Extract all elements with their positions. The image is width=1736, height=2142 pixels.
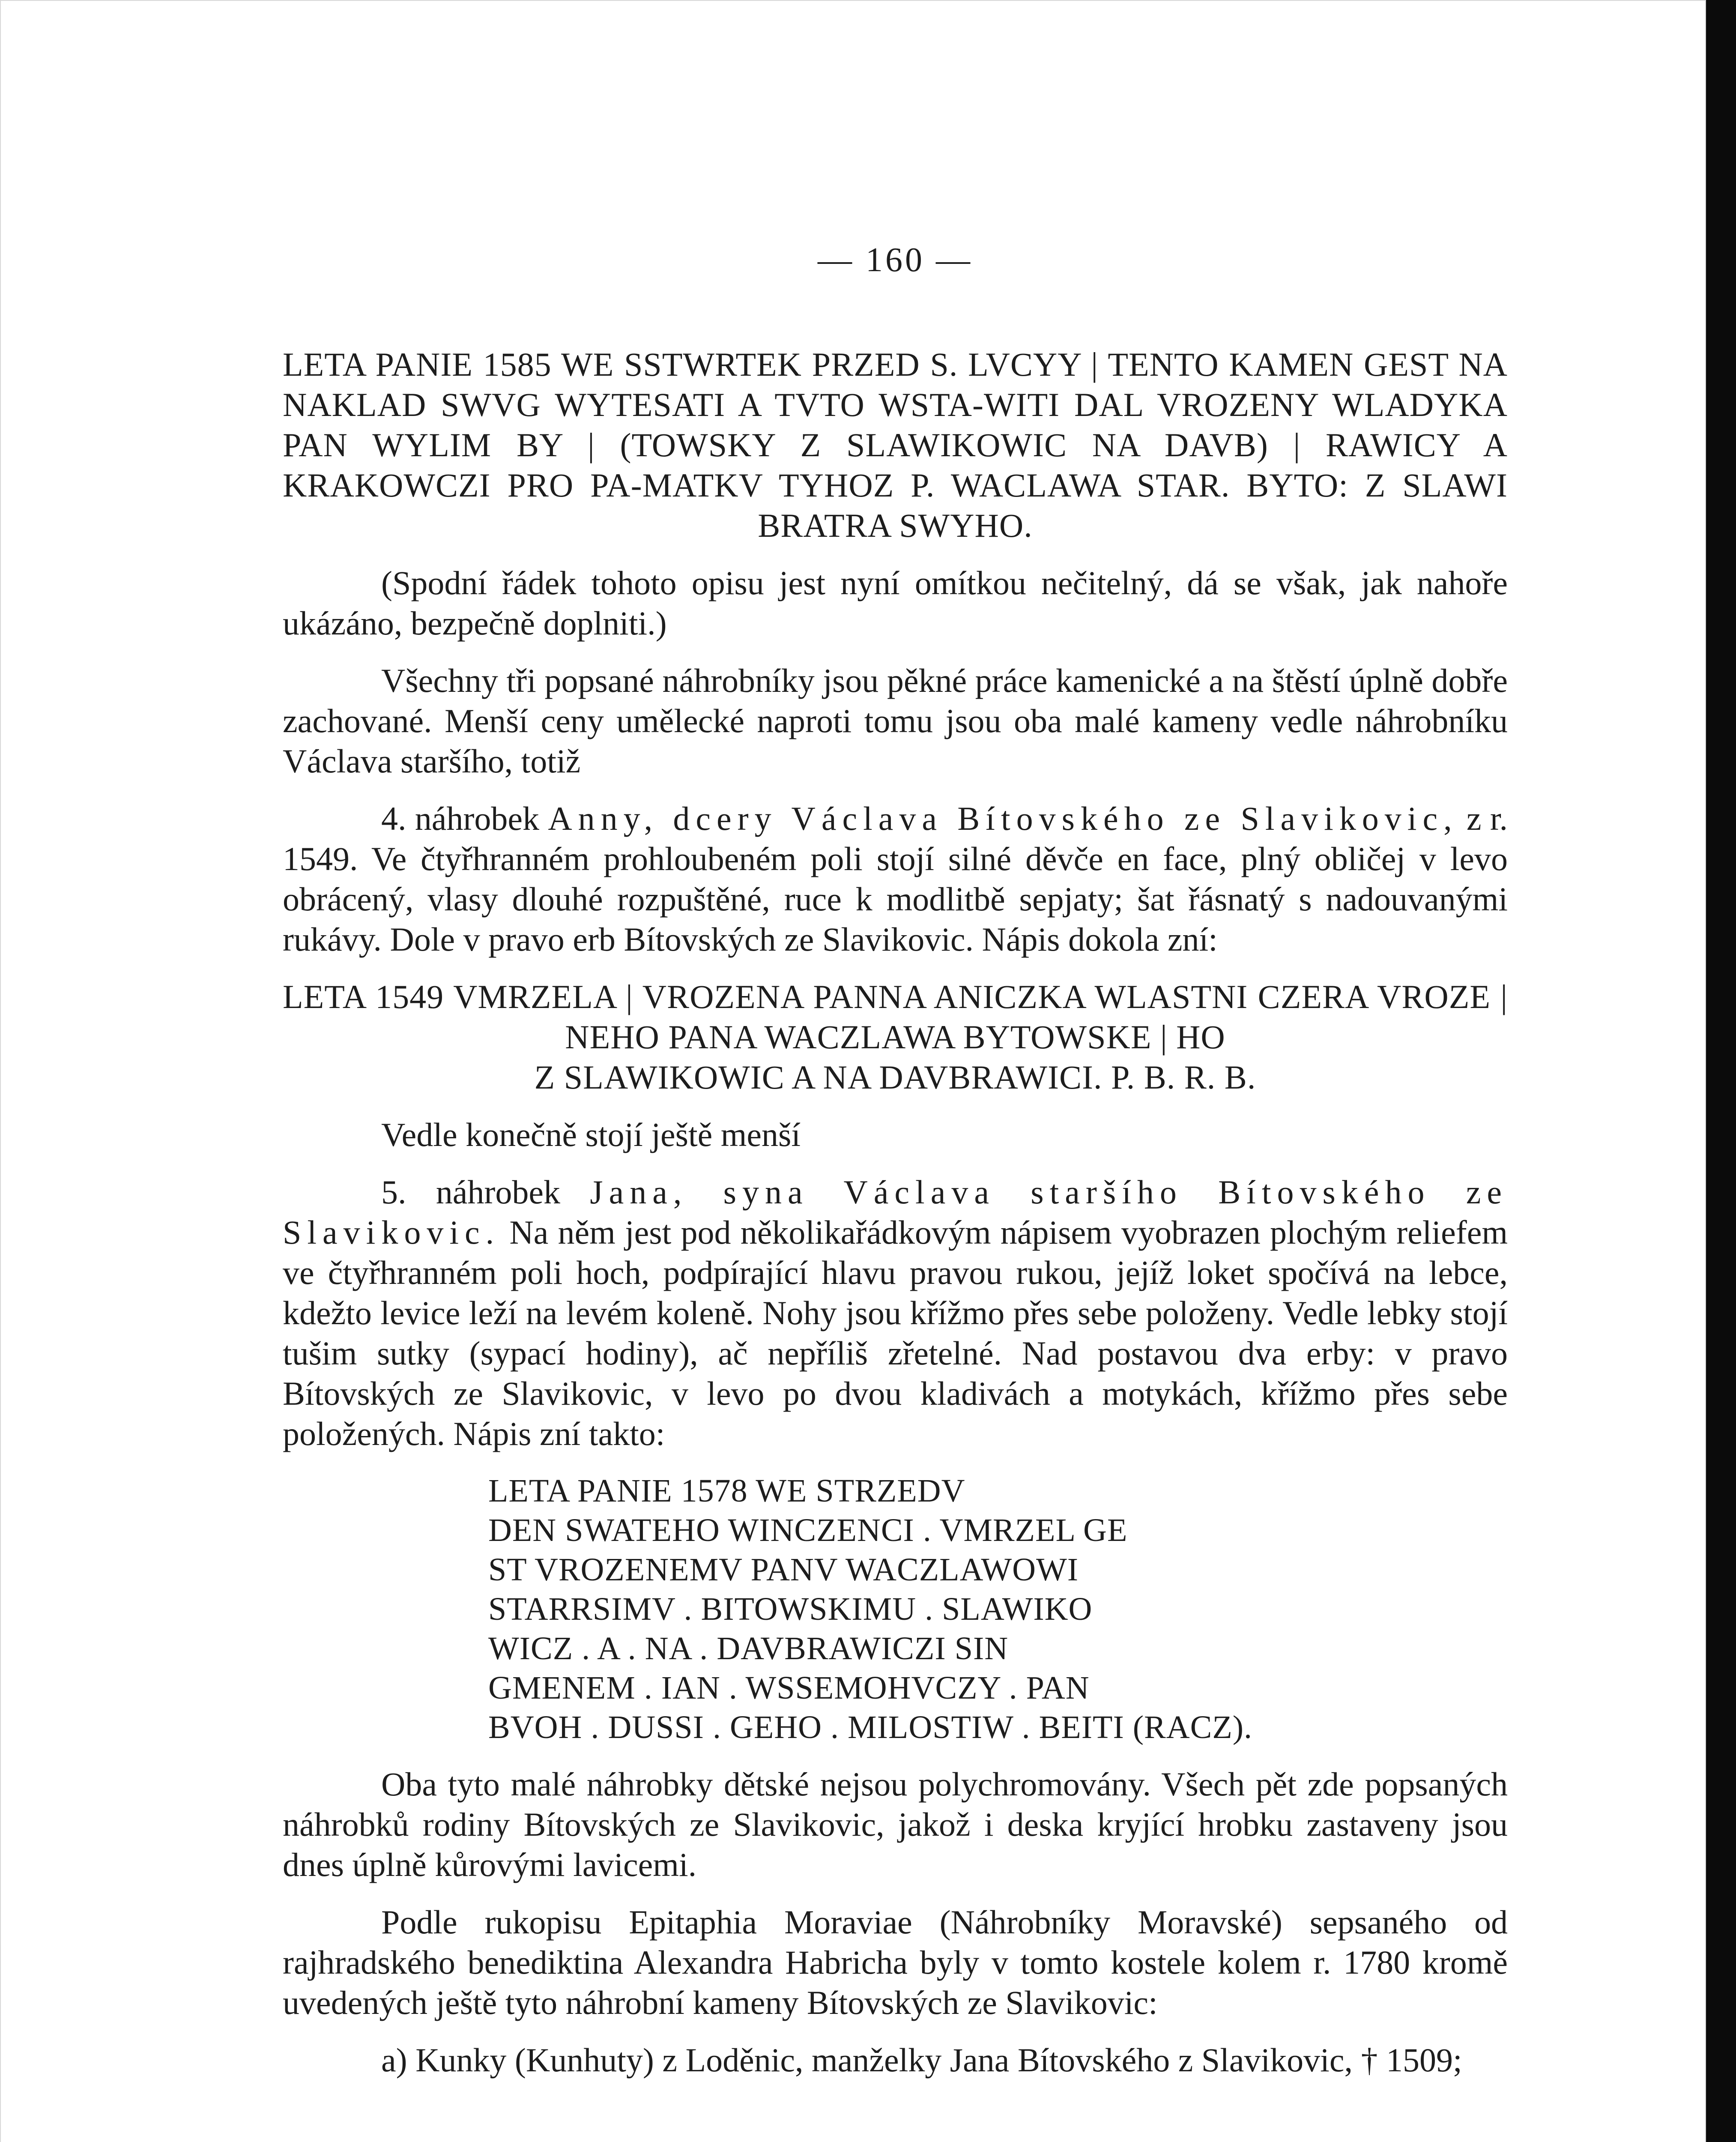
paragraph-item-5 (283, 1172, 1508, 1454)
item-5-prefix: 5. náhrobek (381, 1173, 590, 1211)
inscription-3-line: DEN SWATEHO WINCZENCI . VMRZEL GE (488, 1512, 1128, 1548)
inscription-3-line: GMENEM . IAN . WSSEMOHVCZY . PAN (488, 1670, 1090, 1706)
inscription-3 (488, 1471, 1508, 1747)
paragraph-note: (Spodní řádek tohoto opisu jest nyní omítkou nečitelný, dá se však, jak nahoře ukázáno, bezpečně doplniti.) (283, 564, 1508, 642)
paragraph-all-three: Všechny tři popsané náhrobníky jsou pěkné práce kamenické a na štěstí úplně dobře zachované. Menší ceny umělecké naproti tomu jsou oba malé kameny vedle náhrobníku Václava staršího, totiž (283, 662, 1508, 780)
inscription-3-line: ST VROZENEMV PANV WACZLAWOWI (488, 1552, 1079, 1588)
page-number: — 160 — (818, 241, 973, 279)
inscription-2-line-2: Z SLAWIKOWIC A NA DAVBRAWICI. P. B. R. B. (534, 1059, 1256, 1096)
inscription-2-line-1: LETA 1549 VMRZELA | VROZENA PANNA ANICZKA WLASTNI CZERA VROZE | NEHO PANA WACZLAWA BYTOWSKE | HO (283, 978, 1508, 1056)
item-4-text: z r. 1549. Ve čtyřhranném prohloubeném poli stojí silné děvče en face, plný obličej v levo obrácený, vlasy dlouhé rozpuštěné, ruce k modlitbě sepjaty; šat řásnatý s nadouvanými rukávy. Dole v pravo erb Bítovských ze Slavikovic. Nápis dokola zní: (283, 800, 1508, 958)
paragraph-item-4 (283, 799, 1508, 960)
paragraph-vedle: Vedle konečně stojí ještě menší (381, 1116, 801, 1153)
paragraph-polychrom: Oba tyto malé náhrobky dětské nejsou polychromovány. Všech pět zde popsaných náhrobků rodiny Bítovských ze Slavikovic, jakož i deska kryjící hrobku zastaveny jsou dnes úplně kůrovými lavicemi. (283, 1765, 1508, 1883)
paragraph-item-a: a) Kunky (Kunhuty) z Loděnic, manželky Jana Bítovského z Slavikovic, † 1509; (381, 2041, 1462, 2079)
item-4-name: Anny, dcery Václava Bítovského ze Slavikovic, (548, 800, 1458, 837)
item-5-name: Jana, syna Václava staršího Bítovského ze Slavikovic. (283, 1173, 1508, 1251)
inscription-3-line: BVOH . DUSSI . GEHO . MILOSTIW . BEITI (RACZ). (488, 1709, 1253, 1745)
inscription-3-line: LETA PANIE 1578 WE STRZEDV (488, 1473, 965, 1509)
inscription-3-line: WICZ . A . NA . DAVBRAWICZI SIN (488, 1630, 1009, 1666)
page-content (283, 240, 1508, 2097)
item-5-text: Na něm jest pod několikařádkovým nápisem vyobrazen plochým reliefem ve čtyřhranném poli hoch, podpírající hlavu pravou rukou, jejíž loket spočívá na lebce, kdežto levice leží na levém koleně. Nohy jsou křížmo přes sebe položeny. Vedle lebky stojí tušim sutky (sypací hodiny), ač nepříliš zřetelné. Nad postavou dva erby: v pravo Bítovských ze Slavikovic, v levo po dvou kladivách a motykách, křížmo přes sebe položených. Nápis zní takto: (283, 1214, 1508, 1452)
inscription-3-line: STARRSIMV . BITOWSKIMU . SLAWIKO (488, 1591, 1093, 1627)
inscription-2 (283, 977, 1508, 1098)
inscription-1: LETA PANIE 1585 WE SSTWRTEK PRZED S. LVCYY | TENTO KAMEN GEST NA NAKLAD SWVG WYTESATI A TVTO WSTA-WITI DAL VROZENY WLADYKA PAN WYLIM BY | (TOWSKY Z SLAWIKOWIC NA DAVB) | RAWICY A KRAKOWCZI PRO PA-MATKV TYHOZ P. WACLAWA STAR. BYTO: Z SLAWI BRATRA SWYHO. (283, 346, 1508, 544)
paragraph-rukopis: Podle rukopisu Epitaphia Moraviae (Náhrobníky Moravské) sepsaného od rajhradského benediktina Alexandra Habricha byly v tomto kostele kolem r. 1780 kromě uvedených ještě tyto náhrobní kameny Bítovských ze Slavikovic: (283, 1903, 1508, 2021)
item-4-prefix: 4. náhrobek (381, 800, 548, 837)
